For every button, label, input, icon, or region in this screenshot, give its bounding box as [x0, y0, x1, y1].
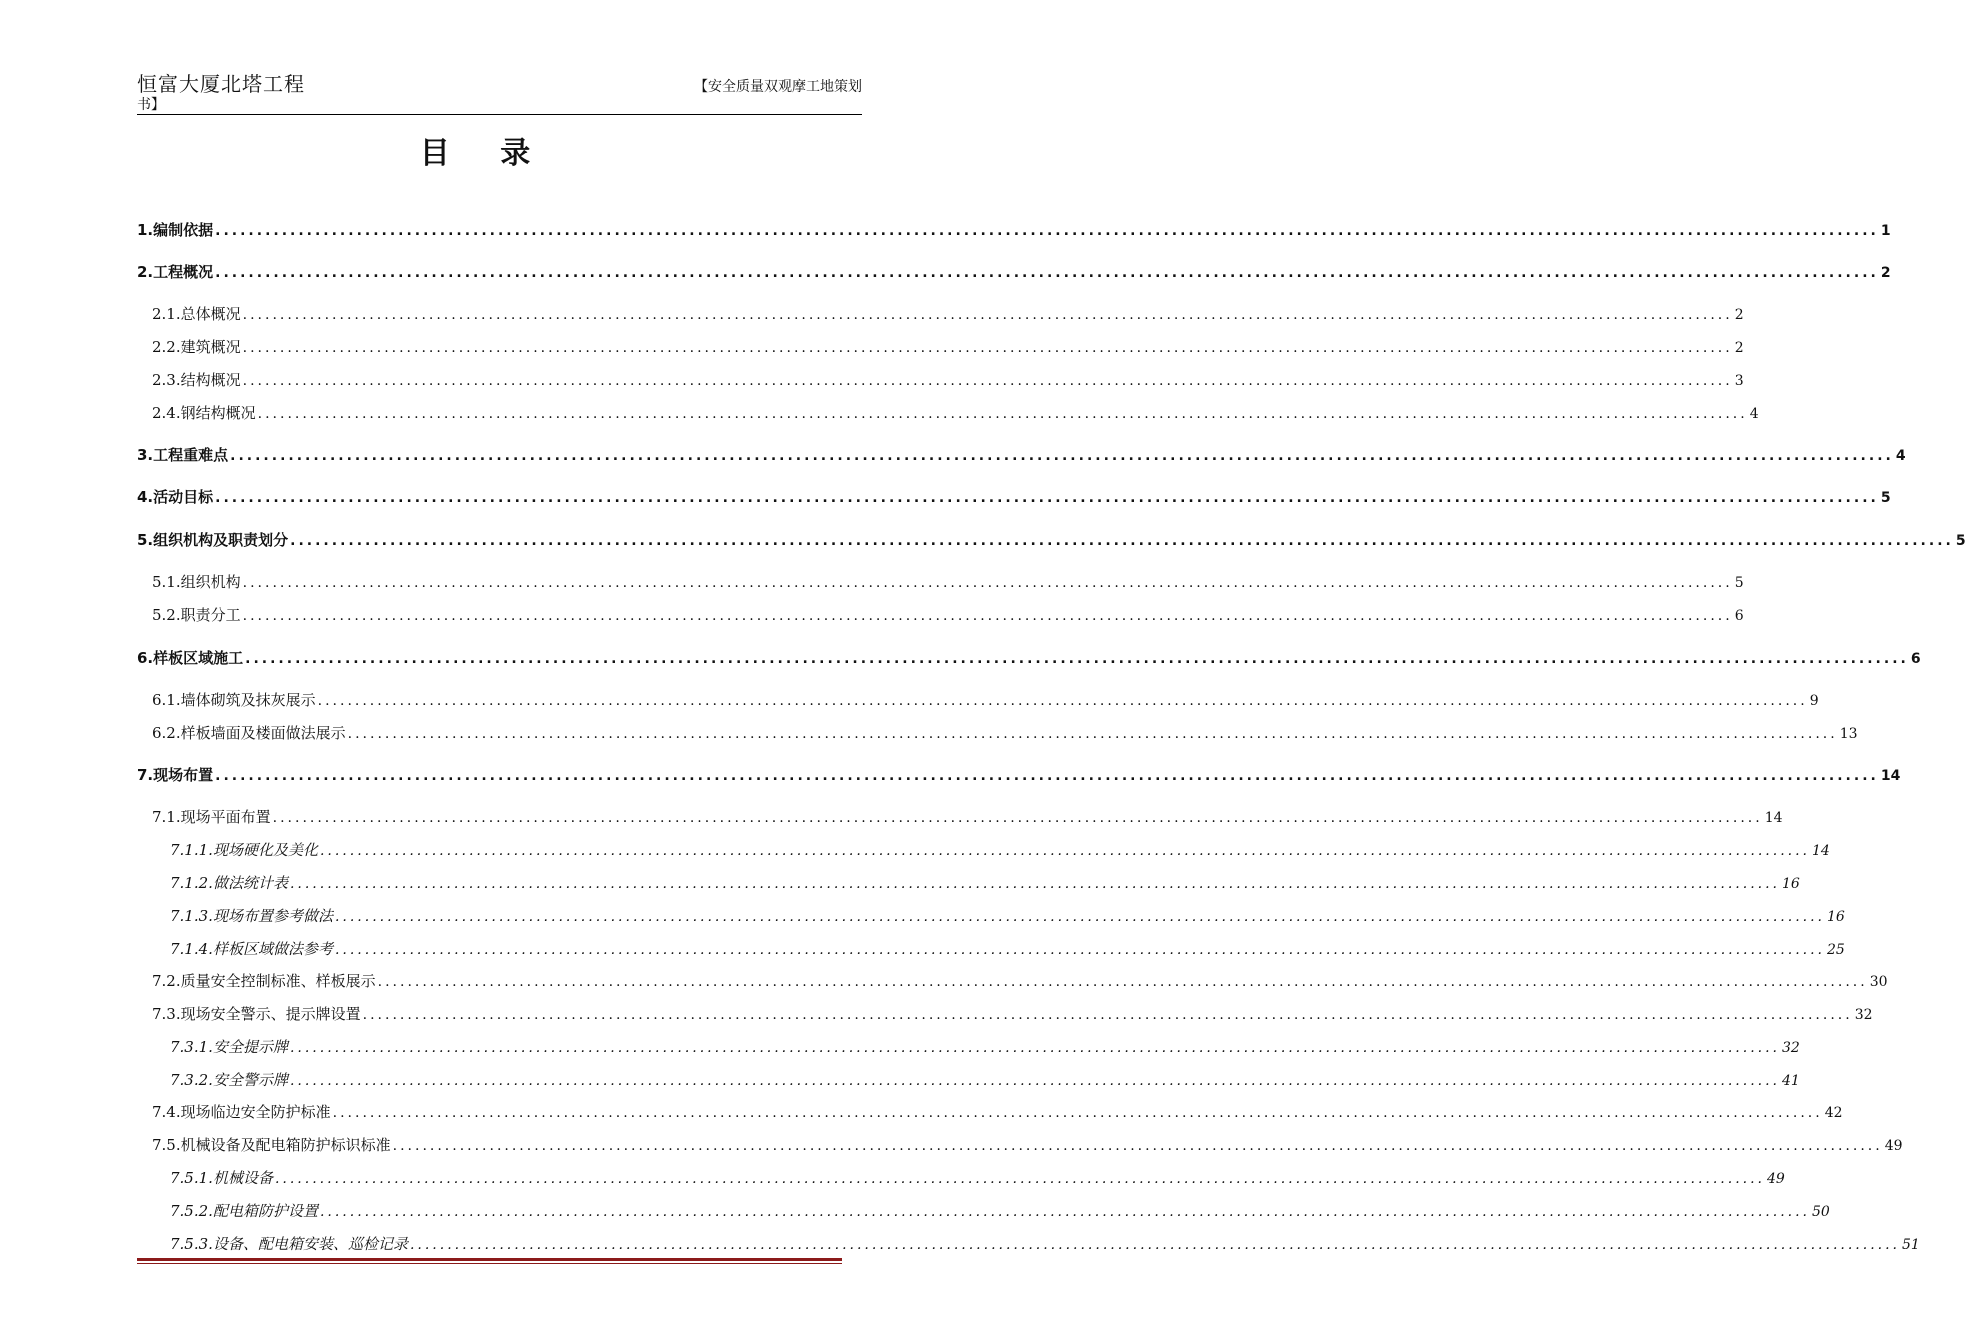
toc-entry-page-number: 4: [1749, 406, 1759, 422]
toc-entry-number: 6.2.: [152, 724, 181, 742]
toc-dot-leader: ........................................................................................................................................................................................................: [362, 1007, 1853, 1023]
toc-entry-page-number: 6: [1910, 651, 1921, 667]
toc-entry-page-number: 50: [1812, 1204, 1830, 1220]
toc-entry-label: 活动目标: [153, 488, 214, 506]
toc-entry-page-number: 32: [1854, 1007, 1873, 1023]
toc-entry[interactable]: [170, 1167, 1785, 1189]
toc-entry[interactable]: [170, 872, 1800, 894]
toc-dot-leader: ........................................................................................................................................................................................................: [289, 1040, 1780, 1056]
toc-entry-page-number: 6: [1734, 608, 1744, 624]
toc-dot-leader: ........................................................................................................................................................................................................: [334, 942, 1825, 958]
toc-dot-leader: ........................................................................................................................................................................................................: [274, 1171, 1765, 1187]
toc-dot-leader: ........................................................................................................................................................................................................: [242, 340, 1733, 356]
toc-entry-label: 质量安全控制标准、样板展示: [180, 972, 376, 990]
toc-entry-page-number: 5: [1734, 575, 1744, 591]
toc-dot-leader: ........................................................................................................................................................................................................: [347, 726, 1838, 742]
toc-dot-leader: ........................................................................................................................................................................................................: [215, 265, 1879, 281]
toc-dot-leader: ........................................................................................................................................................................................................: [242, 608, 1733, 624]
toc-entry-number: 7.1.2.: [170, 874, 213, 892]
toc-entry-number: 7.1.1.: [170, 841, 213, 859]
toc-entry-number: 7.: [137, 766, 154, 784]
toc-entry[interactable]: [170, 905, 1845, 927]
toc-entry-number: 5.: [137, 531, 154, 549]
toc-entry-label: 职责分工: [180, 606, 241, 624]
toc-entry-number: 1.: [137, 221, 154, 239]
toc-dot-leader: ........................................................................................................................................................................................................: [230, 448, 1894, 464]
toc-dot-leader: ........................................................................................................................................................................................................: [319, 843, 1810, 859]
toc-entry[interactable]: [170, 1233, 1920, 1255]
toc-entry-label: 配电箱防护设置: [212, 1202, 318, 1220]
footer-divider-thin: [137, 1263, 842, 1264]
toc-entry-page-number: 51: [1902, 1237, 1920, 1253]
toc-entry[interactable]: [152, 1134, 1903, 1156]
toc-entry-page-number: 5: [1880, 490, 1891, 506]
toc-entry-page-number: 2: [1880, 265, 1891, 281]
toc-entry-number: 7.3.: [152, 1005, 181, 1023]
toc-entry-page-number: 14: [1880, 768, 1901, 784]
toc-entry[interactable]: [137, 261, 1891, 283]
toc-entry[interactable]: [152, 806, 1783, 828]
toc-dot-leader: ........................................................................................................................................................................................................: [257, 406, 1748, 422]
toc-entry-page-number: 41: [1782, 1073, 1800, 1089]
toc-entry-page-number: 4: [1895, 448, 1906, 464]
toc-dot-leader: ........................................................................................................................................................................................................: [215, 768, 1879, 784]
toc-entry-page-number: 13: [1839, 726, 1858, 742]
toc-entry[interactable]: [170, 1036, 1800, 1058]
toc-entry-label: 钢结构概况: [180, 404, 256, 422]
toc-entry-number: 7.5.2.: [170, 1202, 213, 1220]
toc-entry-label: 样板墙面及楼面做法展示: [180, 724, 346, 742]
toc-entry-page-number: 2: [1734, 307, 1744, 323]
toc-entry[interactable]: [152, 571, 1744, 593]
toc-entry[interactable]: [152, 970, 1888, 992]
toc-entry-number: 7.1.3.: [170, 907, 213, 925]
toc-entry[interactable]: [152, 402, 1759, 424]
toc-entry-page-number: 14: [1812, 843, 1830, 859]
toc-entry[interactable]: [170, 1069, 1800, 1091]
toc-entry-label: 设备、配电箱安装、巡检记录: [212, 1235, 408, 1253]
toc-dot-leader: ........................................................................................................................................................................................................: [245, 651, 1909, 667]
toc-dot-leader: ........................................................................................................................................................................................................: [215, 223, 1879, 239]
toc-entry-page-number: 9: [1809, 693, 1819, 709]
toc-entry-label: 样板区域施工: [153, 649, 244, 667]
toc-entry-label: 做法统计表: [212, 874, 288, 892]
toc-dot-leader: ........................................................................................................................................................................................................: [334, 909, 1825, 925]
toc-entry-number: 7.1.: [152, 808, 181, 826]
toc-entry-number: 3.: [137, 446, 154, 464]
toc-entry-page-number: 16: [1827, 909, 1845, 925]
toc-entry-label: 现场安全警示、提示牌设置: [180, 1005, 361, 1023]
toc-entry-page-number: 49: [1767, 1171, 1785, 1187]
toc-entry-number: 2.4.: [152, 404, 181, 422]
toc-entry-label: 总体概况: [180, 305, 241, 323]
toc-dot-leader: ........................................................................................................................................................................................................: [319, 1204, 1810, 1220]
toc-entry[interactable]: [137, 219, 1891, 241]
toc-entry[interactable]: [170, 938, 1845, 960]
toc-dot-leader: ........................................................................................................................................................................................................: [242, 373, 1733, 389]
toc-entry-page-number: 1: [1880, 223, 1891, 239]
toc-dot-leader: ........................................................................................................................................................................................................: [290, 533, 1954, 549]
toc-dot-leader: ........................................................................................................................................................................................................: [215, 490, 1879, 506]
toc-dot-leader: ........................................................................................................................................................................................................: [377, 974, 1868, 990]
toc-entry-label: 组织机构及职责划分: [153, 531, 289, 549]
toc-entry-page-number: 42: [1824, 1105, 1843, 1121]
toc-entry-number: 7.1.4.: [170, 940, 213, 958]
toc-dot-leader: ........................................................................................................................................................................................................: [242, 307, 1733, 323]
toc-entry-page-number: 3: [1734, 373, 1744, 389]
toc-entry[interactable]: [137, 764, 1901, 786]
toc-entry-label: 机械设备及配电箱防护标识标准: [180, 1136, 391, 1154]
toc-entry-label: 建筑概况: [180, 338, 241, 356]
toc-entry[interactable]: [152, 722, 1858, 744]
toc-dot-leader: ........................................................................................................................................................................................................: [242, 575, 1733, 591]
toc-entry-number: 5.1.: [152, 573, 181, 591]
toc-entry-page-number: 30: [1869, 974, 1888, 990]
toc-entry-label: 现场临边安全防护标准: [180, 1103, 331, 1121]
toc-entry-label: 现场平面布置: [180, 808, 271, 826]
toc-entry-number: 2.1.: [152, 305, 181, 323]
toc-dot-leader: ........................................................................................................................................................................................................: [392, 1138, 1883, 1154]
toc-entry[interactable]: [152, 336, 1744, 358]
toc-entry-label: 组织机构: [180, 573, 241, 591]
toc-entry-number: 7.5.1.: [170, 1169, 213, 1187]
toc-entry-page-number: 2: [1734, 340, 1744, 356]
toc-entry-label: 编制依据: [153, 221, 214, 239]
toc-entry-number: 7.4.: [152, 1103, 181, 1121]
toc-entry-page-number: 14: [1764, 810, 1783, 826]
toc-dot-leader: ........................................................................................................................................................................................................: [317, 693, 1808, 709]
toc-entry-number: 2.2.: [152, 338, 181, 356]
toc-entry[interactable]: [137, 529, 1966, 551]
toc-entry[interactable]: [152, 303, 1744, 325]
toc-entry-page-number: 49: [1884, 1138, 1903, 1154]
toc-entry-label: 机械设备: [212, 1169, 273, 1187]
toc-entry-number: 4.: [137, 488, 154, 506]
toc-entry[interactable]: [152, 1003, 1873, 1025]
toc-entry[interactable]: [152, 369, 1744, 391]
header-project-title: 恒富大厦北塔工程: [137, 72, 305, 96]
toc-entry[interactable]: [152, 689, 1819, 711]
toc-dot-leader: ........................................................................................................................................................................................................: [289, 876, 1780, 892]
header-document-title: 【安全质量双观摩工地策划: [694, 79, 862, 95]
toc-title: 目 录: [419, 136, 551, 171]
toc-entry-label: 样板区域做法参考: [212, 940, 333, 958]
toc-entry[interactable]: [137, 647, 1921, 669]
toc-entry[interactable]: [170, 839, 1830, 861]
toc-dot-leader: ........................................................................................................................................................................................................: [272, 810, 1763, 826]
toc-entry-label: 墙体砌筑及抹灰展示: [180, 691, 316, 709]
toc-entry-number: 7.3.2.: [170, 1071, 213, 1089]
toc-entry-label: 安全警示牌: [212, 1071, 288, 1089]
toc-entry[interactable]: [137, 486, 1891, 508]
footer-divider-thick: [137, 1258, 842, 1261]
toc-entry-page-number: 16: [1782, 876, 1800, 892]
toc-entry[interactable]: [137, 444, 1906, 466]
toc-entry[interactable]: [152, 1101, 1843, 1123]
toc-dot-leader: ........................................................................................................................................................................................................: [409, 1237, 1900, 1253]
toc-entry-number: 5.2.: [152, 606, 181, 624]
toc-entry-number: 7.2.: [152, 972, 181, 990]
toc-dot-leader: ........................................................................................................................................................................................................: [332, 1105, 1823, 1121]
toc-entry-number: 2.3.: [152, 371, 181, 389]
toc-entry-page-number: 5: [1955, 533, 1966, 549]
toc-entry-number: 7.5.: [152, 1136, 181, 1154]
toc-entry-label: 工程概况: [153, 263, 214, 281]
toc-entry-label: 结构概况: [180, 371, 241, 389]
toc-dot-leader: ........................................................................................................................................................................................................: [289, 1073, 1780, 1089]
toc-entry[interactable]: [170, 1200, 1830, 1222]
toc-entry-page-number: 32: [1782, 1040, 1800, 1056]
toc-entry-number: 2.: [137, 263, 154, 281]
toc-entry-label: 现场布置参考做法: [212, 907, 333, 925]
toc-entry-number: 7.5.3.: [170, 1235, 213, 1253]
toc-entry-page-number: 25: [1827, 942, 1845, 958]
toc-entry-label: 现场硬化及美化: [212, 841, 318, 859]
toc-entry-number: 6.1.: [152, 691, 181, 709]
toc-entry-label: 现场布置: [153, 766, 214, 784]
header-project-title-continued: 书】: [137, 97, 165, 113]
toc-entry-label: 安全提示牌: [212, 1038, 288, 1056]
toc-entry-number: 6.: [137, 649, 154, 667]
toc-entry[interactable]: [152, 604, 1744, 626]
toc-entry-number: 7.3.1.: [170, 1038, 213, 1056]
toc-entry-label: 工程重难点: [153, 446, 229, 464]
